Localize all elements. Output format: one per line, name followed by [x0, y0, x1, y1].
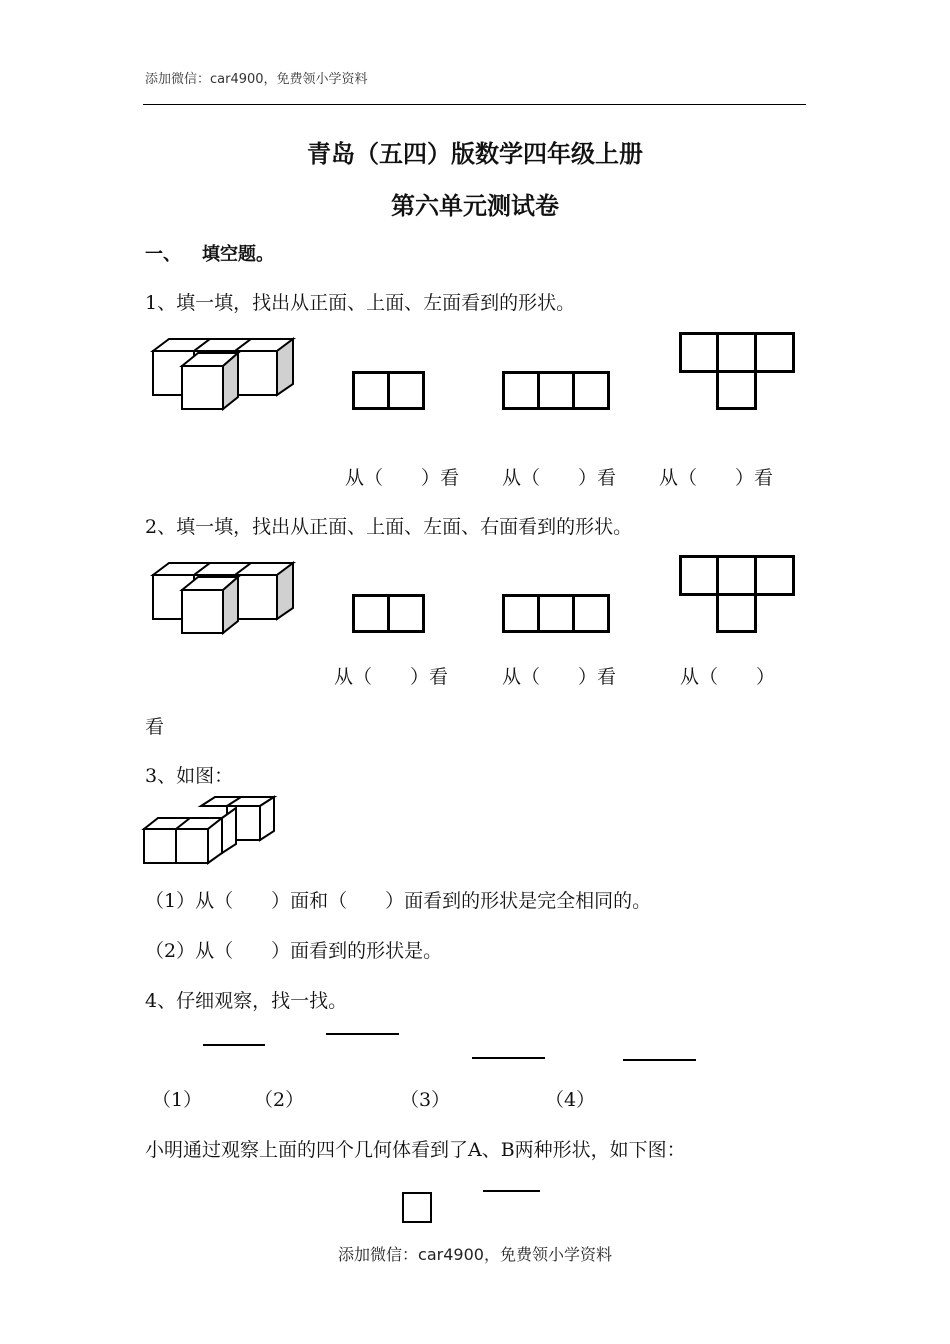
q1-label-3: 从（ ）看 [659, 467, 774, 489]
page-subtitle: 第六单元测试卷 [391, 192, 559, 220]
q4-shape-a [402, 1192, 432, 1223]
q2-label-wrap: 看 [145, 716, 165, 738]
q2-view-b [502, 594, 611, 634]
q1-view-a [352, 371, 426, 411]
header-rule [143, 104, 806, 105]
q4-shape-b-line [483, 1190, 540, 1192]
page-header: 添加微信：car4900，免费领小学资料 [145, 72, 368, 87]
question-3-text: 3、如图： [145, 765, 234, 787]
question-3-sub-1: （1）从（ ）面和（ ）面看到的形状是完全相同的。 [145, 890, 652, 912]
q2-label-2: 从（ ）看 [502, 666, 617, 688]
q4-figure-2-line [326, 1033, 399, 1035]
question-3-sub-2: （2）从（ ）面看到的形状是。 [145, 940, 443, 962]
q2-label-3: 从（ ） [680, 666, 776, 688]
q4-label-3: （3） [400, 1089, 451, 1111]
q2-view-a [352, 594, 426, 634]
q4-label-1: （1） [152, 1089, 203, 1111]
q4-figure-4-line [623, 1059, 696, 1061]
q1-view-c [679, 332, 796, 410]
section-number: 一、 [145, 244, 181, 265]
q2-label-1: 从（ ）看 [334, 666, 449, 688]
q4-figure-1-line [203, 1044, 265, 1046]
section-title: 填空题。 [202, 244, 274, 265]
q1-label-1: 从（ ）看 [345, 467, 460, 489]
q2-cube-figure [150, 561, 300, 639]
q4-label-4: （4） [545, 1089, 596, 1111]
q4-label-2: （2） [254, 1089, 305, 1111]
question-4-description: 小明通过观察上面的四个几何体看到了A、B两种形状，如下图： [145, 1139, 686, 1161]
question-1-text: 1、填一填，找出从正面、上面、左面看到的形状。 [145, 292, 576, 314]
question-2-text: 2、填一填，找出从正面、上面、左面、右面看到的形状。 [145, 516, 633, 538]
page-footer: 添加微信：car4900，免费领小学资料 [338, 1245, 612, 1264]
question-4-text: 4、仔细观察，找一找。 [145, 990, 348, 1012]
page-title: 青岛（五四）版数学四年级上册 [307, 140, 643, 168]
q1-cube-figure [150, 337, 300, 415]
q1-view-b [502, 371, 611, 411]
q2-view-c [679, 555, 796, 633]
q1-label-2: 从（ ）看 [502, 467, 617, 489]
q3-cube-figure [143, 796, 278, 866]
q4-figure-3-line [472, 1057, 545, 1059]
